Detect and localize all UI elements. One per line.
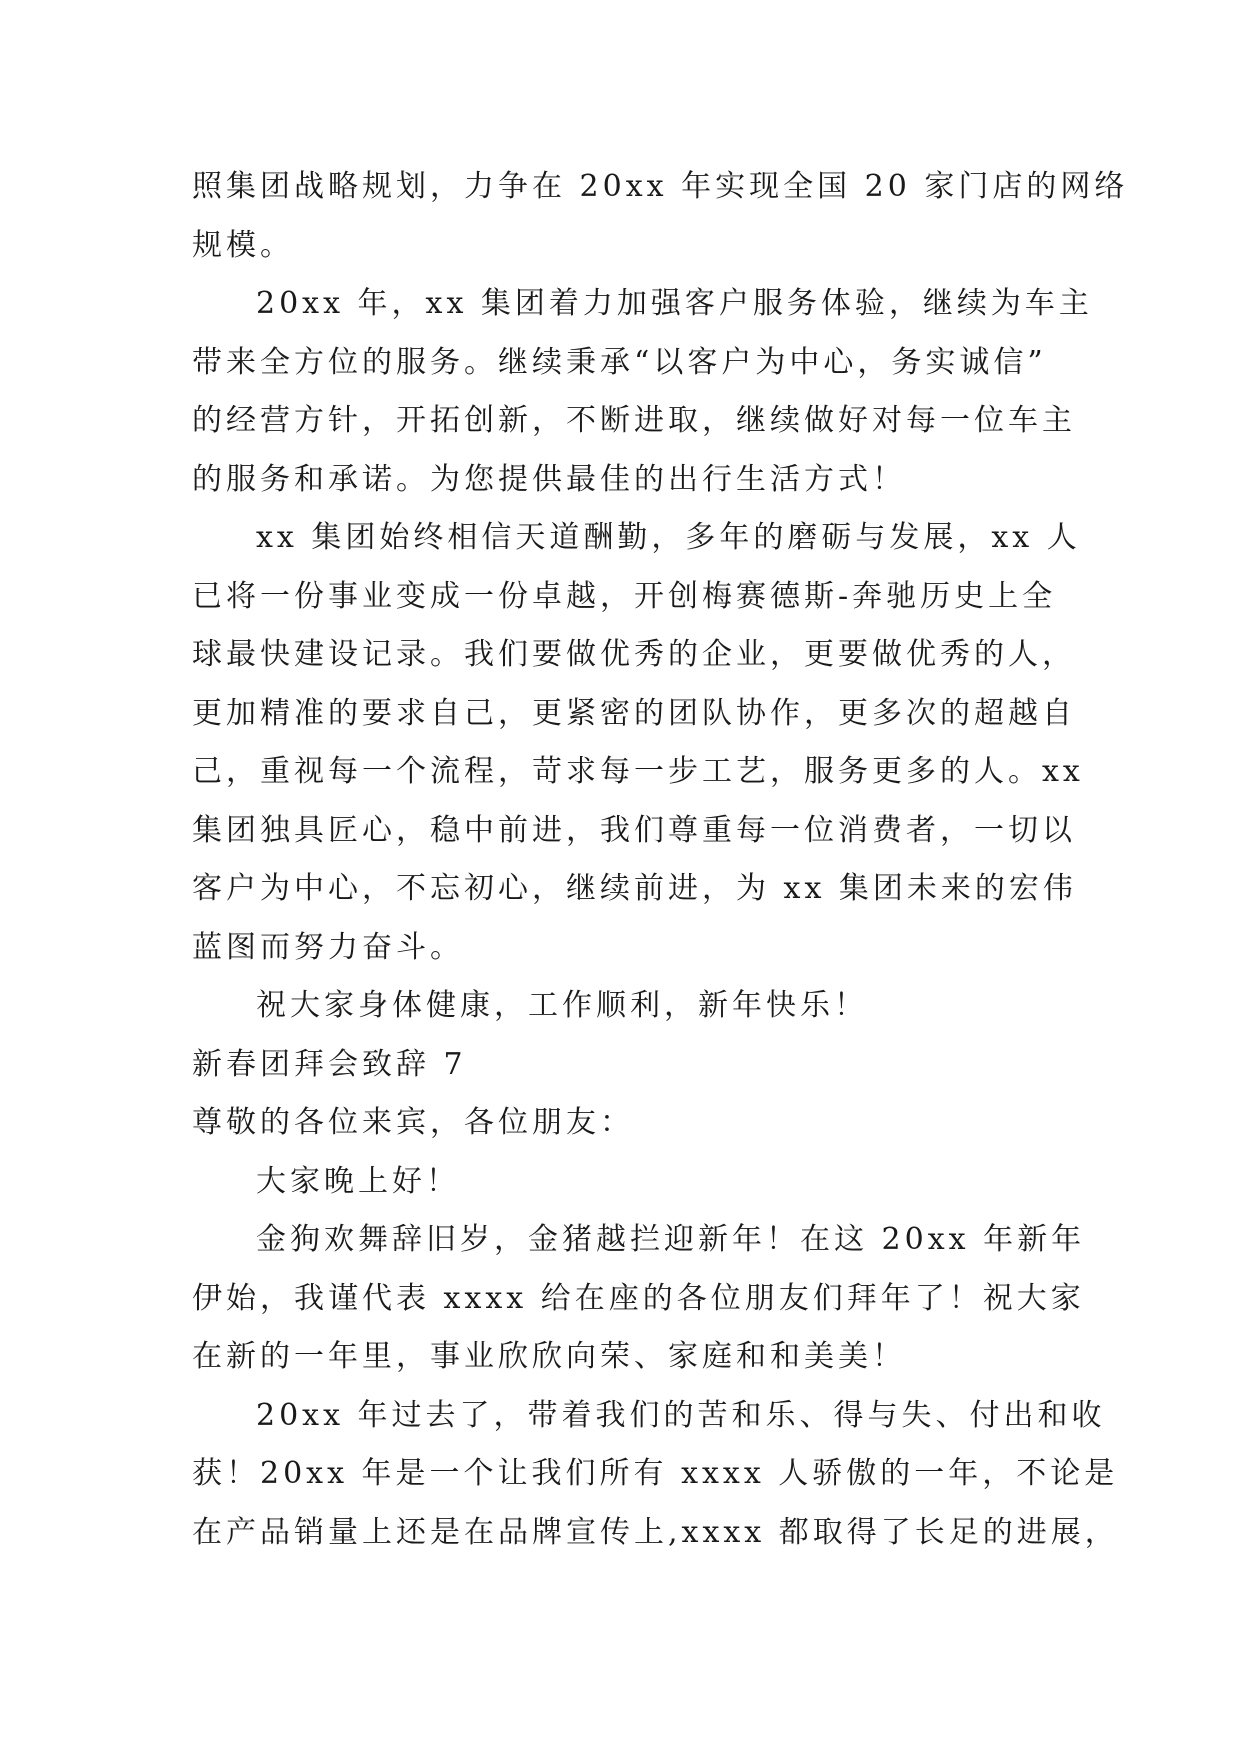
- text-line: 带来全方位的服务。继续秉承“以客户为中心，务实诚信”: [192, 344, 1047, 380]
- text-line: 在新的一年里，事业欣欣向荣、家庭和和美美！: [192, 1339, 906, 1374]
- text-line: 球最快建设记录。我们要做优秀的企业，更要做优秀的人，: [192, 637, 1076, 672]
- paragraph: [192, 509, 1084, 977]
- salutation: [192, 1094, 1062, 1153]
- text-line: 20xx 年，xx 集团着力加强客户服务体验，继续为车主: [256, 286, 1093, 321]
- paragraph: [192, 977, 1062, 1036]
- text-line: 照集团战略规划，力争在 20xx 年实现全国 20 家门店的网络: [192, 169, 1129, 204]
- paragraph: [192, 1211, 1086, 1387]
- text-line: 祝大家身体健康，工作顺利，新年快乐！: [256, 988, 868, 1023]
- text-line: 规模。: [192, 227, 294, 263]
- paragraph: [192, 275, 1093, 509]
- text-line: 更加精准的要求自己，更紧密的团队协作，更多次的超越自: [192, 695, 1076, 731]
- text-line: 的经营方针，开拓创新，不断进取，继续做好对每一位车主: [192, 403, 1076, 438]
- section-heading: [192, 1036, 1062, 1095]
- text-line: xx 集团始终相信天道酬勤，多年的磨砺与发展，xx 人: [256, 520, 1081, 555]
- text-line: 获！20xx 年是一个让我们所有 xxxx 人骄傲的一年，不论是: [192, 1456, 1119, 1491]
- text-line: 已将一份事业变成一份卓越，开创梅赛德斯-奔驰历史上全: [192, 578, 1057, 614]
- heading-text: 新春团拜会致辞 7: [192, 1046, 467, 1082]
- paragraph: [192, 158, 1129, 275]
- text-line: 20xx 年过去了，带着我们的苦和乐、得与失、付出和收: [256, 1397, 1106, 1433]
- text-line: 客户为中心，不忘初心，继续前进，为 xx 集团未来的宏伟: [192, 871, 1077, 906]
- text-line: 集团独具匠心，稳中前进，我们尊重每一位消费者，一切以: [192, 812, 1076, 848]
- text-line: 在产品销量上还是在品牌宣传上,xxxx 都取得了长足的进展，: [192, 1514, 1119, 1550]
- document-body: [192, 158, 1129, 1562]
- text-line: 的服务和承诺。为您提供最佳的出行生活方式！: [192, 461, 906, 497]
- text-line: 蓝图而努力奋斗。: [192, 929, 464, 965]
- text-line: 金狗欢舞辞旧岁，金猪越拦迎新年！在这 20xx 年新年: [256, 1222, 1086, 1257]
- text-line: 大家晚上好！: [256, 1163, 460, 1199]
- salutation-text: 尊敬的各位来宾，各位朋友：: [192, 1105, 634, 1140]
- paragraph: [192, 1153, 1062, 1212]
- text-line: 己，重视每一个流程，苛求每一步工艺，服务更多的人。xx: [192, 754, 1084, 789]
- paragraph: [192, 1387, 1119, 1563]
- text-line: 伊始，我谨代表 xxxx 给在座的各位朋友们拜年了！祝大家: [192, 1280, 1085, 1316]
